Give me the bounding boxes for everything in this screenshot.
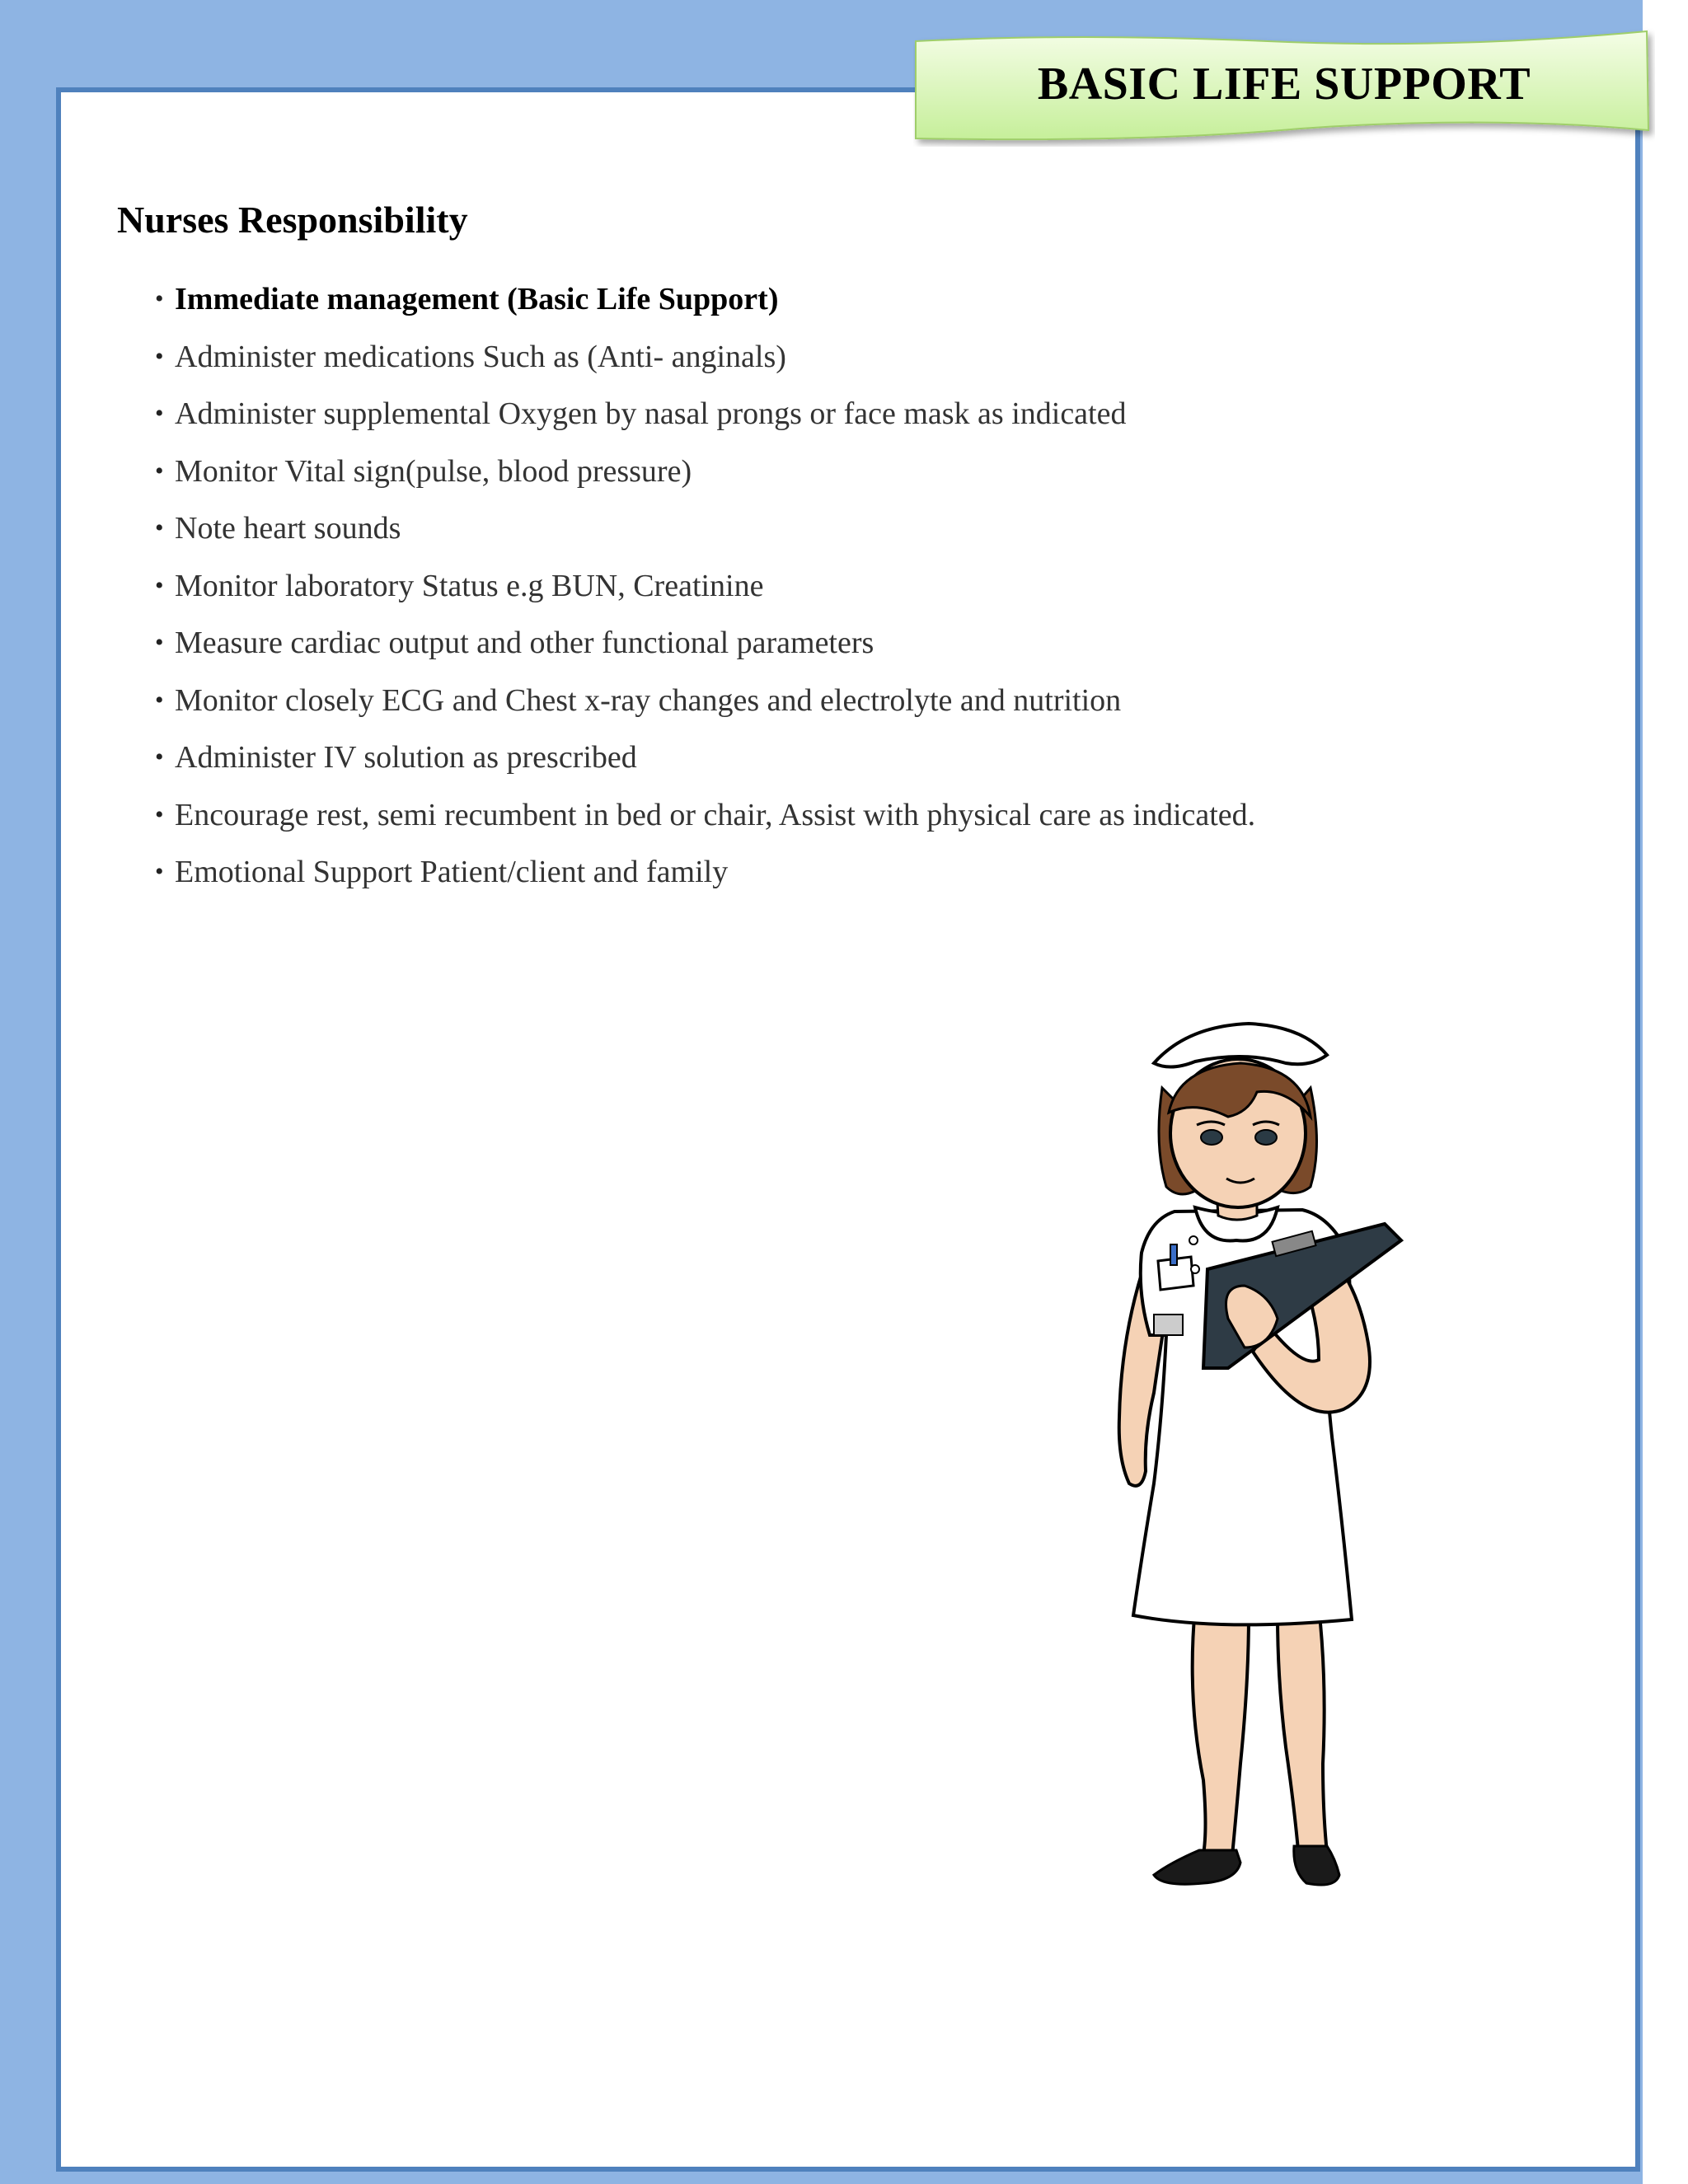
title-banner	[913, 23, 1655, 147]
nurse-icon	[1071, 1022, 1467, 1896]
responsibility-list	[155, 280, 1556, 911]
list-item: • Monitor closely ECG and Chest x-ray changes and electrolyte and nutrition	[155, 682, 1122, 718]
bullet-icon: •	[155, 457, 164, 485]
bullet-icon: •	[155, 342, 164, 370]
bullet-icon: •	[155, 686, 164, 714]
nurse-illustration	[1071, 1022, 1467, 1896]
bullet-icon: •	[155, 858, 164, 885]
list-item: • Emotional Support Patient/client and family	[155, 855, 729, 889]
bullet-icon: •	[155, 285, 164, 312]
bullet-icon: •	[155, 743, 164, 771]
list-item: • Monitor Vital sign(pulse, blood pressure)	[155, 453, 692, 489]
bullet-icon: •	[155, 514, 164, 541]
bullet-icon: •	[155, 629, 164, 656]
list-item: • Administer medications Such as (Anti- anginals)	[155, 339, 786, 374]
list-item: • Measure cardiac output and other functional parameters	[155, 626, 874, 660]
list-item: • Note heart sounds	[155, 511, 401, 546]
banner-title: BASIC LIFE SUPPORT	[1037, 59, 1531, 110]
bullet-icon: •	[155, 571, 164, 599]
bullet-icon: •	[155, 800, 164, 828]
list-item: • Immediate management (Basic Life Support)	[155, 282, 779, 316]
list-item: • Administer supplemental Oxygen by nasal prongs or face mask as indicated	[155, 396, 1127, 431]
list-item: • Monitor laboratory Status e.g BUN, Creatinine	[155, 568, 764, 603]
bullet-icon: •	[155, 400, 164, 427]
list-item: • Encourage rest, semi recumbent in bed or chair, Assist with physical care as indicated.	[155, 797, 1256, 832]
list-item: • Administer IV solution as prescribed	[155, 740, 637, 775]
section-heading: Nurses Responsibility	[117, 199, 468, 241]
